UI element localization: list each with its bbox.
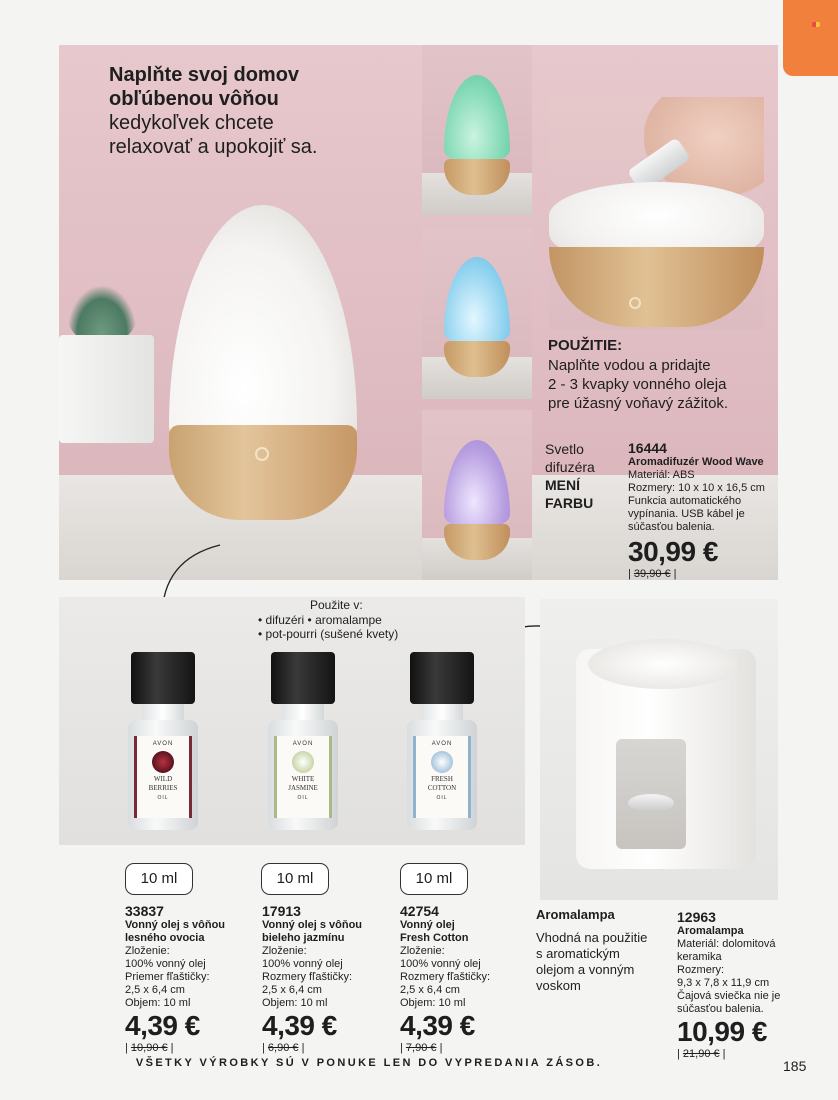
old-price: | 10,90 € | — [125, 1042, 174, 1054]
hero-title — [109, 63, 299, 111]
product-code: 12963 — [677, 909, 716, 925]
lamp-bowl — [588, 639, 738, 689]
lamp-description: olejom a vonným — [536, 962, 635, 977]
product-detail: keramika — [677, 951, 722, 963]
diffuser-green-photo — [422, 45, 532, 215]
old-price: | 7,90 € | — [400, 1042, 443, 1054]
brand-mark-icon — [812, 22, 820, 27]
aroma-lamp-photo — [540, 599, 778, 900]
diffuser-product — [628, 440, 778, 580]
product-detail: Zloženie: — [400, 945, 445, 957]
old-price: | 21,90 € | — [677, 1048, 726, 1060]
product-detail: Priemer fľaštičky: — [125, 971, 210, 983]
usage-line: Naplňte vodou a pridajte — [548, 357, 711, 374]
oil-bottle-white-jasmine: AVON WHITE JASMINE OIL — [268, 652, 338, 832]
lamp-description: Vhodná na použitie — [536, 930, 648, 945]
light-label-line: difuzéra — [545, 459, 595, 475]
power-button-icon — [629, 297, 641, 309]
lamp-title: Aromalampa — [536, 907, 615, 922]
product-detail: 2,5 x 6,4 cm — [125, 984, 185, 996]
product-detail: Rozmery fľaštičky: — [262, 971, 352, 983]
old-price: | 39,90 € | — [628, 568, 677, 580]
hero-subtitle-line: relaxovať a upokojiť sa. — [109, 136, 318, 158]
page-corner-tab — [783, 0, 838, 76]
hero-subtitle-line: kedykoľvek chcete — [109, 112, 274, 134]
lamp-description: voskom — [536, 978, 581, 993]
cotton-flower-icon — [431, 751, 453, 773]
diffuser-refill-photo — [549, 97, 764, 330]
hero-title-line: obľúbenou vôňou — [109, 88, 279, 110]
product-name: bieleho jazmínu — [262, 932, 345, 944]
oil-bottle-wild-berries: AVON WILD BERRIES OIL — [128, 652, 198, 832]
product-detail: Rozmery: 10 x 10 x 16,5 cm — [628, 482, 765, 494]
product-detail: Objem: 10 ml — [400, 997, 466, 1009]
hero-title-line: Naplňte svoj domov — [109, 64, 300, 86]
volume-badge: 10 ml — [125, 863, 193, 895]
volume-badge: 10 ml — [400, 863, 468, 895]
lamp-description: s aromatickým — [536, 946, 620, 961]
product-detail: Rozmery: — [677, 964, 725, 976]
diffuser-blue-photo — [422, 227, 532, 399]
product-detail: Zloženie: — [262, 945, 307, 957]
plant-pot — [59, 335, 154, 443]
oil-usage-title: Použite v: — [310, 598, 363, 612]
old-price: | 6,90 € | — [262, 1042, 305, 1054]
diffuser-wood-base — [169, 425, 357, 520]
light-label-bold: FARBU — [545, 495, 594, 511]
lamp-product — [677, 909, 797, 1060]
product-name: Vonný olej — [400, 919, 455, 931]
page-number: 185 — [783, 1058, 807, 1074]
power-button-icon — [255, 447, 269, 461]
oil-usage-item: • difuzéri • aromalampe — [258, 613, 382, 627]
diffuser-purple-photo — [422, 410, 532, 580]
usage-line: pre úžasný voňavý zážitok. — [548, 395, 729, 412]
product-code: 42754 — [400, 903, 439, 919]
product-name: Fresh Cotton — [400, 932, 469, 944]
product-name: Vonný olej s vôňou — [262, 919, 363, 931]
volume-badge: 10 ml — [261, 863, 329, 895]
product-detail: súčasťou balenia. — [628, 521, 715, 533]
product-detail: Objem: 10 ml — [125, 997, 191, 1009]
jasmine-flower-icon — [292, 751, 314, 773]
oil-product-white-jasmine — [262, 903, 392, 1054]
product-name: Aromadifuzér Wood Wave — [628, 456, 764, 468]
oil-product-fresh-cotton — [400, 903, 530, 1054]
berries-icon — [152, 751, 174, 773]
product-code: 17913 — [262, 903, 301, 919]
tea-candle-icon — [628, 794, 674, 812]
usage-title: POUŽITIE: — [548, 337, 623, 354]
product-price: 4,39 € — [400, 1010, 475, 1041]
product-name: Aromalampa — [677, 925, 744, 937]
product-name: lesného ovocia — [125, 932, 205, 944]
product-detail: 100% vonný olej — [262, 958, 343, 970]
product-price: 4,39 € — [262, 1010, 337, 1041]
oil-product-wild-berries — [125, 903, 255, 1054]
footer-disclaimer: VŠETKY VÝROBKY SÚ V PONUKE LEN DO VYPREDANIA ZÁSOB. — [135, 1057, 603, 1069]
product-price: 4,39 € — [125, 1010, 200, 1041]
product-detail: Čajová sviečka nie je — [677, 990, 781, 1002]
product-detail: Materiál: ABS — [628, 469, 695, 481]
product-detail: 9,3 x 7,8 x 11,9 cm — [677, 977, 770, 989]
product-detail: vypínania. USB kábel je — [628, 508, 745, 520]
product-detail: Funkcia automatického — [628, 495, 742, 507]
light-label-bold: MENÍ — [545, 477, 580, 493]
product-detail: Objem: 10 ml — [262, 997, 328, 1009]
product-detail: Zloženie: — [125, 945, 170, 957]
product-price: 10,99 € — [677, 1016, 767, 1047]
hero-subtitle — [109, 111, 317, 159]
product-detail: Materiál: dolomitová — [677, 938, 776, 950]
product-detail: 2,5 x 6,4 cm — [262, 984, 322, 996]
product-detail: 100% vonný olej — [400, 958, 481, 970]
product-code: 33837 — [125, 903, 164, 919]
diffuser-wood-base — [549, 247, 764, 327]
oil-usage-item: • pot-pourri (sušené kvety) — [258, 627, 399, 641]
product-detail: súčasťou balenia. — [677, 1003, 764, 1015]
usage-line: 2 - 3 kvapky vonného oleja — [548, 376, 727, 393]
product-detail: Rozmery fľaštičky: — [400, 971, 490, 983]
product-name: Vonný olej s vôňou — [125, 919, 226, 931]
product-detail: 2,5 x 6,4 cm — [400, 984, 460, 996]
light-label-line: Svetlo — [545, 441, 584, 457]
product-price: 30,99 € — [628, 536, 718, 567]
oil-bottle-fresh-cotton: AVON FRESH COTTON OIL — [407, 652, 477, 832]
product-detail: 100% vonný olej — [125, 958, 206, 970]
product-code: 16444 — [628, 440, 667, 456]
